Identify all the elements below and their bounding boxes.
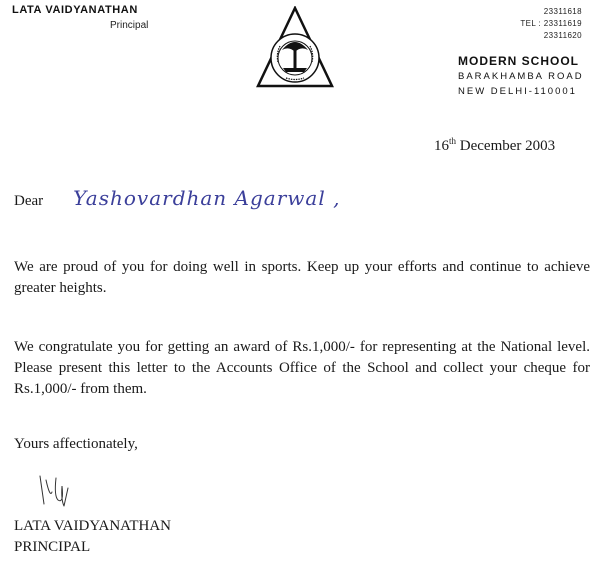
paragraph: We are proud of you for doing well in sports. Keep up your efforts and continue to achieve greater heights. — [14, 259, 590, 296]
phone-number: TEL : 23311619 — [520, 19, 582, 28]
date-rest: December 2003 — [456, 138, 556, 154]
sender-title: Principal — [110, 20, 149, 31]
school-address-block — [458, 54, 588, 98]
phone-number: 23311618 — [543, 7, 582, 16]
date-day: 16 — [434, 138, 449, 154]
address-line: BARAKHAMBA ROAD — [458, 71, 584, 82]
signatory-title: PRINCIPAL — [14, 539, 91, 555]
signature-icon — [34, 470, 84, 510]
school-logo-icon — [256, 6, 334, 92]
sender-name: LATA VAIDYANATHAN — [12, 4, 138, 16]
letter-date — [434, 136, 555, 155]
address-line: NEW DELHI-110001 — [458, 86, 577, 97]
closing: Yours affectionately, — [14, 436, 138, 452]
school-name: MODERN SCHOOL — [458, 54, 579, 68]
salutation-row — [14, 186, 340, 210]
signatory-block — [14, 516, 171, 558]
phone-number: 23311620 — [543, 31, 582, 40]
paragraph: We congratulate you for getting an award of Rs.1,000/- for representing at the National level. Please present this letter to the Accounts Office of the School and collect your cheque for Rs.1,000/- from them. — [14, 339, 590, 397]
phone-numbers — [520, 6, 582, 42]
recipient-name: Yashovardhan Agarwal , — [73, 186, 341, 210]
signatory-name: LATA VAIDYANATHAN — [14, 518, 172, 534]
date-suffix: th — [449, 136, 457, 146]
salutation: Dear — [14, 193, 44, 209]
